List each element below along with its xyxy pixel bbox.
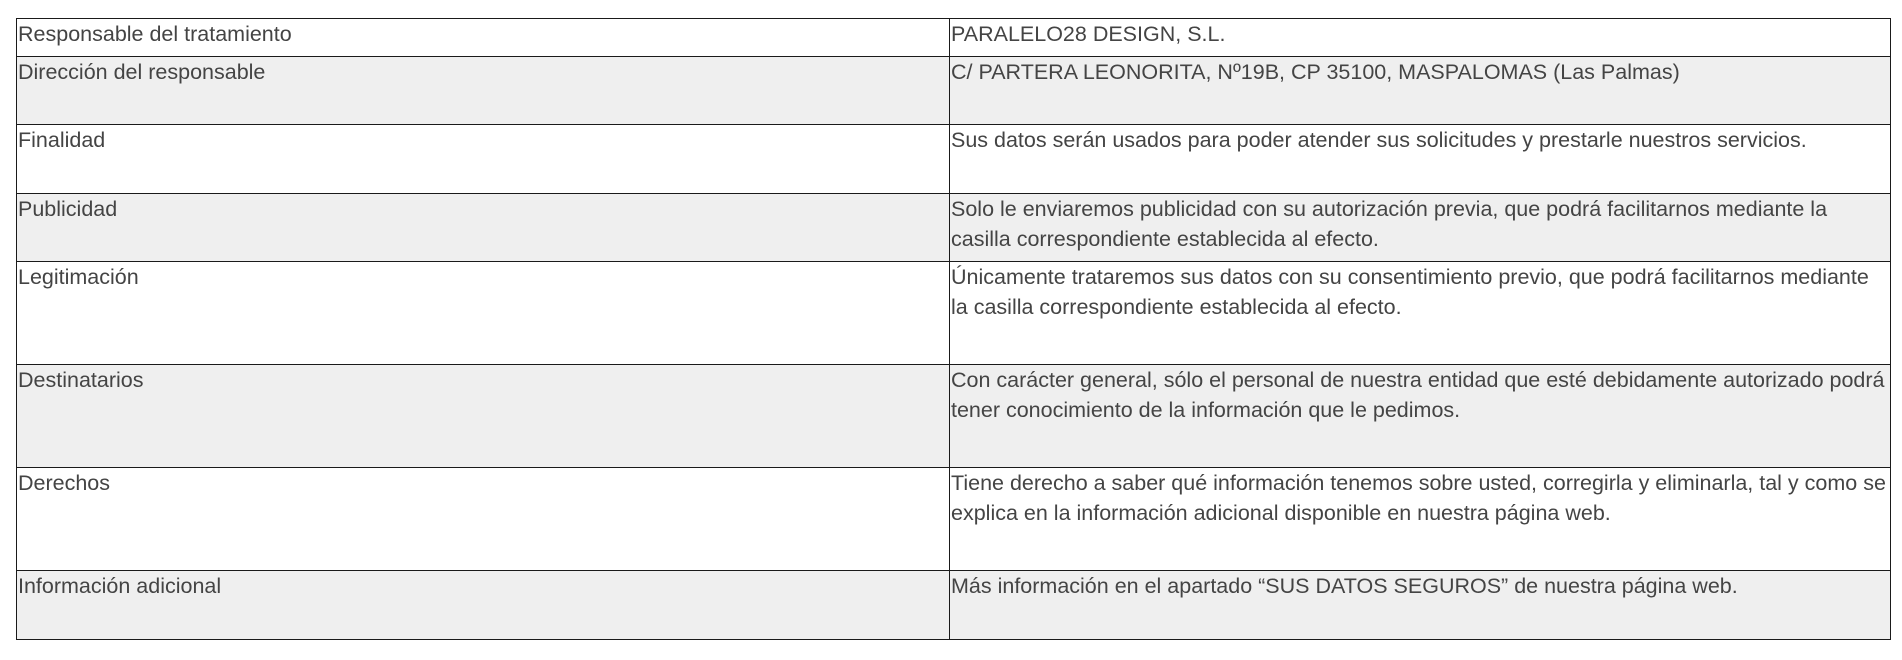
row-value: Tiene derecho a saber qué información tenemos sobre usted, corregirla y eliminarla, tal y como se explica en la información adicional disponible en nuestra página web.	[950, 468, 1891, 571]
row-label: Derechos	[17, 468, 950, 571]
table-row	[17, 194, 1891, 262]
row-label: Responsable del tratamiento	[17, 19, 950, 57]
row-label: Publicidad	[17, 194, 950, 262]
table-row	[17, 365, 1891, 468]
table-row	[17, 262, 1891, 365]
row-value: C/ PARTERA LEONORITA, Nº19B, CP 35100, MASPALOMAS (Las Palmas)	[950, 57, 1891, 125]
row-label: Legitimación	[17, 262, 950, 365]
row-value: Solo le enviaremos publicidad con su autorización previa, que podrá facilitarnos mediante la casilla correspondiente establecida al efecto.	[950, 194, 1891, 262]
table-row	[17, 125, 1891, 194]
row-value: Con carácter general, sólo el personal de nuestra entidad que esté debidamente autorizado podrá tener conocimiento de la información que le pedimos.	[950, 365, 1891, 468]
row-value: Más información en el apartado “SUS DATOS SEGUROS” de nuestra página web.	[950, 571, 1891, 640]
table-row	[17, 468, 1891, 571]
privacy-info-container	[16, 18, 1890, 640]
table-row	[17, 57, 1891, 125]
row-value: Únicamente trataremos sus datos con su consentimiento previo, que podrá facilitarnos mediante la casilla correspondiente establecida al efecto.	[950, 262, 1891, 365]
row-label: Dirección del responsable	[17, 57, 950, 125]
table-row	[17, 19, 1891, 57]
row-label: Información adicional	[17, 571, 950, 640]
table-row	[17, 571, 1891, 640]
row-label: Finalidad	[17, 125, 950, 194]
data-protection-table	[16, 18, 1891, 640]
row-value: PARALELO28 DESIGN, S.L.	[950, 19, 1891, 57]
row-label: Destinatarios	[17, 365, 950, 468]
row-value: Sus datos serán usados para poder atender sus solicitudes y prestarle nuestros servicios.	[950, 125, 1891, 194]
